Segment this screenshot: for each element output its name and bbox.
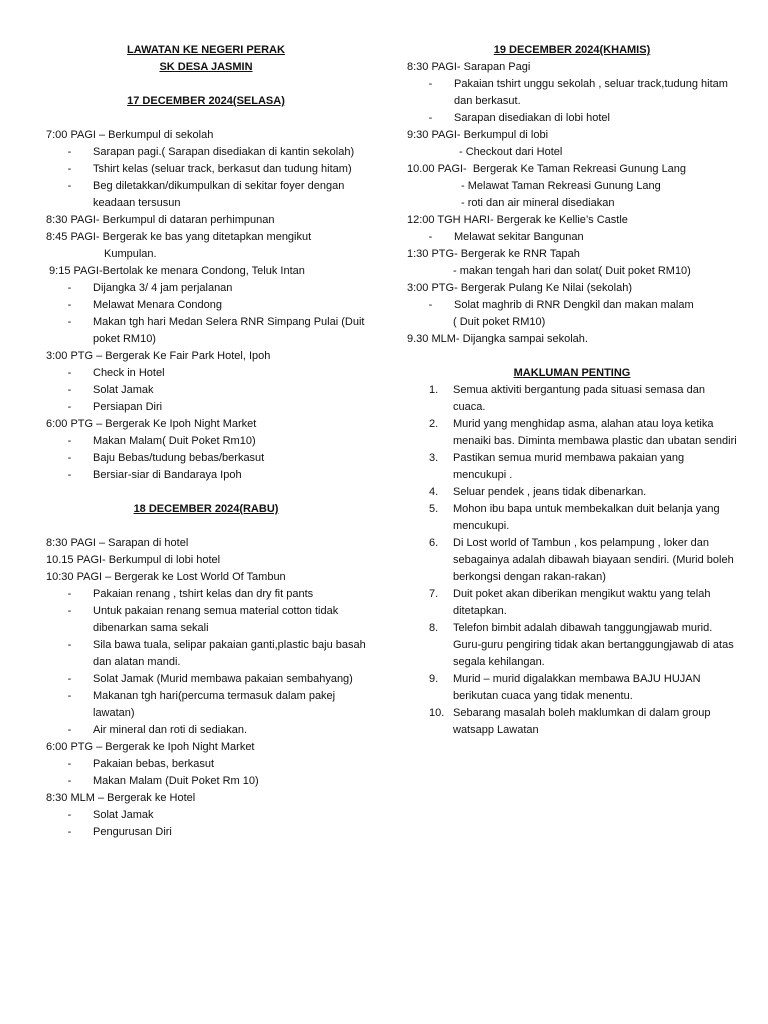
dash-bullet-icon: - <box>67 758 72 770</box>
schedule-line: 10.15 PAGI- Berkumpul di lobi hotel <box>46 554 221 566</box>
dash-bullet-icon: - <box>428 231 433 243</box>
school-name: SK DESA JASMIN <box>159 61 253 73</box>
note-text: Di Lost world of Tambun , kos pelampung , loker dan sebagainya adalah dibawah biayaan sendiri. (Murid boleh berkongsi dengan rakan-rakan) <box>453 537 734 583</box>
bullet-item <box>46 671 366 688</box>
note-number: 4. <box>429 486 439 498</box>
note-item <box>407 535 737 586</box>
bullet-item <box>407 297 737 314</box>
bullet-item <box>46 603 366 637</box>
schedule-line: 12:00 TGH HARI- Bergerak ke Kellie’s Castle <box>407 214 628 226</box>
schedule-line: 8:30 PAGI- Berkumpul di dataran perhimpunan <box>46 214 275 226</box>
bullet-item <box>46 722 366 739</box>
bullet-text: Pakaian tshirt unggu sekolah , seluar track,tudung hitam dan berkasut. <box>454 78 728 107</box>
bullet-text: Tshirt kelas (seluar track, berkasut dan tudung hitam) <box>93 163 352 175</box>
bullet-text: Pakaian renang , tshirt kelas dan dry fit pants <box>93 588 314 600</box>
note-number: 3. <box>429 452 439 464</box>
note-number: 6. <box>429 537 439 549</box>
indented-line: - roti dan air mineral disediakan <box>461 197 615 209</box>
indented-line: - Melawat Taman Rekreasi Gunung Lang <box>461 180 661 192</box>
note-item <box>407 586 737 620</box>
note-number: 10. <box>429 707 445 719</box>
dash-bullet-icon: - <box>67 146 72 158</box>
dash-bullet-icon: - <box>67 605 72 617</box>
dash-bullet-icon: - <box>67 180 72 192</box>
note-text: Pastikan semua murid membawa pakaian yang mencukupi . <box>453 452 685 481</box>
schedule-line: 9:30 PAGI- Berkumpul di lobi <box>407 129 549 141</box>
note-number: 7. <box>429 588 439 600</box>
note-text: Sebarang masalah boleh maklumkan di dalam group watsapp Lawatan <box>453 707 711 736</box>
schedule-line: 6:00 PTG – Bergerak ke Ipoh Night Market <box>46 741 255 753</box>
bullet-item <box>46 314 366 348</box>
day3-schedule <box>407 59 737 348</box>
note-item <box>407 416 737 450</box>
bullet-text: Solat Jamak <box>93 384 154 396</box>
bullet-text: Air mineral dan roti di sediakan. <box>93 724 248 736</box>
schedule-line: 6:00 PTG – Bergerak Ke Ipoh Night Market <box>46 418 257 430</box>
dash-bullet-icon: - <box>67 384 72 396</box>
bullet-item <box>46 433 366 450</box>
schedule-line: 8:30 PAGI- Sarapan Pagi <box>407 61 531 73</box>
document-title: LAWATAN KE NEGERI PERAK <box>127 44 285 56</box>
day1-heading: 17 DECEMBER 2024(SELASA) <box>127 95 285 107</box>
schedule-line: 7:00 PAGI – Berkumpul di sekolah <box>46 129 214 141</box>
indented-line: - makan tengah hari dan solat( Duit poket RM10) <box>453 265 691 277</box>
schedule-line: 8:30 MLM – Bergerak ke Hotel <box>46 792 196 804</box>
schedule-line: 3:00 PTG – Bergerak Ke Fair Park Hotel, Ipoh <box>46 350 271 362</box>
note-number: 2. <box>429 418 439 430</box>
bullet-text: Sarapan pagi.( Sarapan disediakan di kantin sekolah) <box>93 146 355 158</box>
bullet-item <box>46 688 366 722</box>
schedule-line: 1:30 PTG- Bergerak ke RNR Tapah <box>407 248 580 260</box>
note-item <box>407 382 737 416</box>
bullet-item <box>46 178 366 212</box>
dash-bullet-icon: - <box>67 826 72 838</box>
dash-bullet-icon: - <box>67 435 72 447</box>
schedule-line: 8:45 PAGI- Bergerak ke bas yang ditetapkan mengikut <box>46 231 312 243</box>
indented-line: - Checkout dari Hotel <box>459 146 563 158</box>
bullet-text: Solat maghrib di RNR Dengkil dan makan malam <box>454 299 694 311</box>
note-item <box>407 705 737 739</box>
bullet-item <box>46 144 366 161</box>
bullet-text: Check in Hotel <box>93 367 165 379</box>
bullet-item <box>46 586 366 603</box>
dash-bullet-icon: - <box>67 809 72 821</box>
schedule-line: 9.30 MLM- Dijangka sampai sekolah. <box>407 333 588 345</box>
bullet-text: Bersiar-siar di Bandaraya Ipoh <box>93 469 242 481</box>
day3-heading: 19 DECEMBER 2024(KHAMIS) <box>493 44 651 56</box>
schedule-line: 10.00 PAGI- Bergerak Ke Taman Rekreasi Gunung Lang <box>407 163 687 175</box>
dash-bullet-icon: - <box>67 316 72 328</box>
note-item <box>407 450 737 484</box>
note-text: Murid – murid digalakkan membawa BAJU HUJAN berikutan cuaca yang tidak menentu. <box>453 673 701 702</box>
day1-schedule <box>46 127 366 484</box>
note-text: Telefon bimbit adalah dibawah tanggungjawab murid. Guru-guru pengiring tidak akan bertanggungjawab di atas segala kehilangan. <box>453 622 734 668</box>
note-text: Murid yang menghidap asma, alahan atau loya ketika menaiki bas. Diminta membawa plastic dan ubatan sendiri <box>453 418 737 447</box>
dash-bullet-icon: - <box>67 401 72 413</box>
bullet-text: Sila bawa tuala, selipar pakaian ganti,plastic baju basah dan alatan mandi. <box>93 639 366 668</box>
schedule-line: 8:30 PAGI – Sarapan di hotel <box>46 537 189 549</box>
bullet-text: Beg diletakkan/dikumpulkan di sekitar foyer dengan keadaan tersusun <box>93 180 345 209</box>
bullet-item <box>46 467 366 484</box>
note-number: 1. <box>429 384 439 396</box>
bullet-text: Makan Malam (Duit Poket Rm 10) <box>93 775 259 787</box>
note-item <box>407 620 737 671</box>
bullet-item <box>46 824 366 841</box>
schedule-line: 10:30 PAGI – Bergerak ke Lost World Of Tambun <box>46 571 286 583</box>
bullet-item <box>407 229 737 246</box>
note-text: Seluar pendek , jeans tidak dibenarkan. <box>453 486 647 498</box>
dash-bullet-icon: - <box>67 163 72 175</box>
note-text: Semua aktiviti bergantung pada situasi semasa dan cuaca. <box>453 384 705 413</box>
bullet-item <box>46 280 366 297</box>
bullet-text: Melawat sekitar Bangunan <box>454 231 584 243</box>
notes-list <box>407 382 737 739</box>
note-item <box>407 501 737 535</box>
dash-bullet-icon: - <box>428 299 433 311</box>
day2-heading: 18 DECEMBER 2024(RABU) <box>133 503 279 515</box>
note-number: 5. <box>429 503 439 515</box>
bullet-item <box>46 450 366 467</box>
bullet-text: Solat Jamak <box>93 809 154 821</box>
bullet-text: Pakaian bebas, berkasut <box>93 758 215 770</box>
note-text: Mohon ibu bapa untuk membekalkan duit belanja yang mencukupi. <box>453 503 720 532</box>
notes-heading: MAKLUMAN PENTING <box>513 367 631 379</box>
note-item <box>407 484 737 501</box>
dash-bullet-icon: - <box>67 775 72 787</box>
bullet-item <box>407 110 737 127</box>
indented-line: ( Duit poket RM10) <box>453 316 546 328</box>
dash-bullet-icon: - <box>428 78 433 90</box>
dash-bullet-icon: - <box>67 690 72 702</box>
dash-bullet-icon: - <box>67 469 72 481</box>
bullet-item <box>46 773 366 790</box>
left-column <box>46 42 366 841</box>
dash-bullet-icon: - <box>67 588 72 600</box>
dash-bullet-icon: - <box>67 724 72 736</box>
bullet-text: Pengurusan Diri <box>93 826 172 838</box>
bullet-item <box>46 161 366 178</box>
dash-bullet-icon: - <box>67 282 72 294</box>
bullet-text: Baju Bebas/tudung bebas/berkasut <box>93 452 265 464</box>
dash-bullet-icon: - <box>67 452 72 464</box>
note-number: 8. <box>429 622 439 634</box>
bullet-text: Untuk pakaian renang semua material cotton tidak dibenarkan sama sekali <box>93 605 339 634</box>
bullet-item <box>46 382 366 399</box>
bullet-text: Makan Malam( Duit Poket Rm10) <box>93 435 256 447</box>
bullet-item <box>407 76 737 110</box>
schedule-line: 9:15 PAGI-Bertolak ke menara Condong, Teluk Intan <box>46 265 305 277</box>
note-number: 9. <box>429 673 439 685</box>
bullet-item <box>46 756 366 773</box>
bullet-text: Makan tgh hari Medan Selera RNR Simpang Pulai (Duit poket RM10) <box>93 316 365 345</box>
bullet-item <box>46 399 366 416</box>
note-text: Duit poket akan diberikan mengikut waktu yang telah ditetapkan. <box>453 588 711 617</box>
dash-bullet-icon: - <box>67 673 72 685</box>
day2-schedule <box>46 535 366 841</box>
dash-bullet-icon: - <box>67 299 72 311</box>
bullet-text: Dijangka 3/ 4 jam perjalanan <box>93 282 233 294</box>
dash-bullet-icon: - <box>67 639 72 651</box>
right-column <box>407 42 737 739</box>
note-item <box>407 671 737 705</box>
bullet-item <box>46 297 366 314</box>
bullet-text: Melawat Menara Condong <box>93 299 223 311</box>
bullet-text: Sarapan disediakan di lobi hotel <box>454 112 610 124</box>
bullet-item <box>46 365 366 382</box>
bullet-item <box>46 807 366 824</box>
bullet-item <box>46 637 366 671</box>
bullet-text: Solat Jamak (Murid membawa pakaian sembahyang) <box>93 673 353 685</box>
indented-line: Kumpulan. <box>104 248 157 260</box>
bullet-text: Makanan tgh hari(percuma termasuk dalam pakej lawatan) <box>93 690 336 719</box>
bullet-text: Persiapan Diri <box>93 401 163 413</box>
schedule-line: 3:00 PTG- Bergerak Pulang Ke Nilai (sekolah) <box>407 282 632 294</box>
dash-bullet-icon: - <box>428 112 433 124</box>
dash-bullet-icon: - <box>67 367 72 379</box>
